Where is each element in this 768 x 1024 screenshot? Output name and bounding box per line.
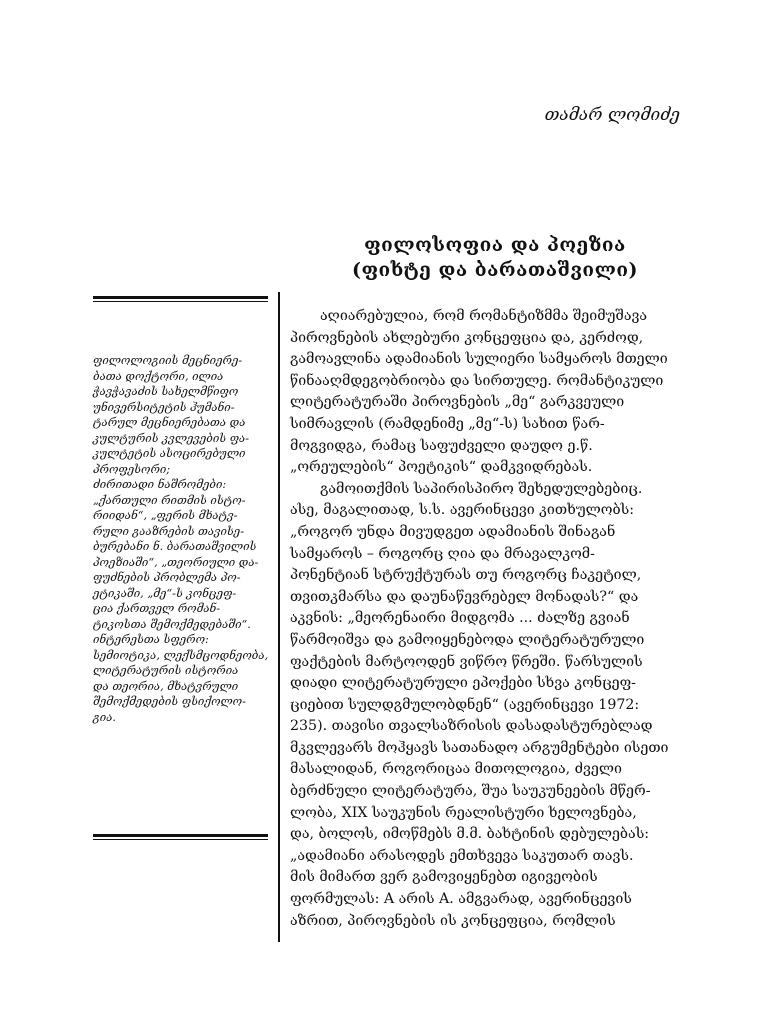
- sidebar-top-rule: [93, 296, 268, 299]
- sidebar-line: ჭავჭავაძის სახელმწიფო: [93, 385, 239, 398]
- author-name: თამარ ლომიძე: [544, 105, 680, 125]
- column-divider: [278, 292, 280, 942]
- body-line: ლიტერატურაში პიროვნების „მე“ გარკვეული: [290, 394, 625, 411]
- body-line: ლობა, XIX საუკუნის რეალისტური ხელოვნება,: [290, 804, 637, 821]
- body-line: ფორმულას: A არის A. ამგვარად, ავერინცევის: [290, 891, 632, 908]
- body-line: მის მიმართ ვერ გამოვიყენებთ იგივეობის: [290, 869, 598, 886]
- sidebar-line: სემიოტიკა, ლექსმცოდნეობა,: [93, 648, 269, 662]
- body-line: მკვლევარს მოჰყავს სათანადო არგუმენტები ისეთი: [290, 739, 669, 756]
- sidebar-line: ბურებანი ნ. ბარათაშვილის: [93, 540, 257, 553]
- sidebar-line: და თეორია, მხატვრული: [93, 679, 239, 693]
- body-line: პონენტიან სტრუქტურას თუ როგორც ჩაკეტილ,: [290, 567, 642, 584]
- body-line: ასე, მაგალითად, ს.ს. ავერინცევი კითხულობს:: [290, 502, 634, 519]
- sidebar-bottom-rule: [93, 834, 268, 837]
- sidebar-line: ტარულ მეცნიერებათა და: [93, 416, 246, 429]
- body-line: აღიარებულია, რომ რომანტიზმმა შეიმუშავა: [320, 308, 648, 324]
- body-line: ბერძნული ლიტერატურა, შუა საუკუნეების მწერ-: [290, 783, 651, 800]
- article-body: [290, 306, 700, 932]
- sidebar-line: ინტერესთა სფერო:: [93, 633, 209, 646]
- body-line: აკვნის: „მეორენაირი მიდგომა ... ძალზე გვიან: [290, 610, 630, 627]
- body-line: სამყაროს – როგორც ღია და მრავალკომ-: [290, 545, 595, 562]
- sidebar-line: უნივერსიტეტის ჰუმანი-: [93, 400, 235, 414]
- body-line: ფაქტების მარტოოდენ ვიწრო წრეში. წარსულის: [290, 653, 643, 670]
- title-line-2: (ფიხტე და ბარათაშვილი): [351, 259, 639, 281]
- sidebar-line: გია.: [93, 710, 117, 724]
- body-line: ციებით სულდგმულობდნენ“ (ავერინცევი 1972:: [290, 696, 640, 713]
- title-line-1: ფილოსოფია და პოეზია: [364, 234, 626, 256]
- body-line: დიადი ლიტერატურული ეპოქები სხვა კონცეფ-: [290, 675, 636, 692]
- sidebar-line: კულტეტის ასოცირებული: [93, 447, 246, 460]
- sidebar-line: ეტიკაში, „მე“-ს კონცეფ-: [93, 586, 237, 600]
- article-title: [290, 233, 700, 283]
- author-bio-sidebar: [93, 353, 273, 725]
- body-line: და, ბოლოს, იმოწმებს მ.მ. ბახტინის დებულებას:: [290, 826, 650, 843]
- sidebar-line: ფუძნების პრობლემა პო-: [93, 571, 241, 584]
- sidebar-line: რული გააზრების თავისე-: [93, 524, 245, 538]
- sidebar-line: რიიდან“, „ფერის მხატვ-: [93, 509, 238, 522]
- body-line: პიროვნების ახლებური კონცეფცია და, კერძოდ,: [290, 329, 644, 346]
- body-line: გამოითქმის საპირისპირო შეხედულებებიც.: [320, 480, 643, 497]
- body-line: წარმოიშვა და გამოიყენებოდა ლიტერატურული: [290, 631, 645, 648]
- body-line: მასალიდან, როგორიცაა მითოლოგია, ძველი: [290, 761, 622, 778]
- sidebar-line: ლიტერატურის ისტორია: [93, 664, 239, 677]
- body-line: „როგორ უნდა მივუდგეთ ადამიანის შინაგან: [290, 523, 616, 540]
- body-line: „ადამიანი არასოდეს ემთხვევა საკუთარ თავს.: [290, 847, 634, 864]
- body-line: გამოავლინა ადამიანის სულიერი სამყაროს მთელი: [290, 351, 668, 368]
- sidebar-line: ბათა დოქტორი, ილია: [93, 369, 224, 383]
- sidebar-line: პოეზიაში“, „თეორიული და-: [93, 555, 259, 569]
- sidebar-line: შემოქმედების ფსიქოლო-: [93, 695, 246, 708]
- body-line: წინააღმდეგობრიობა და სირთულე. რომანტიკული: [290, 372, 664, 389]
- sidebar-line: პროფესორი;: [93, 462, 171, 476]
- body-line: თვითკმარსა და დაუნაწევრებელ მონადას?“ და: [290, 588, 639, 605]
- sidebar-line: ძირითადი ნაშრომები:: [93, 478, 227, 491]
- sidebar-line: ცია ქართველ რომან-: [93, 602, 221, 615]
- sidebar-line: ფილოლოგიის მეცნიერე-: [93, 354, 243, 367]
- sidebar-line: კულტურის კვლევების ფა-: [93, 431, 250, 445]
- body-line: 235). თავისი თვალსაზრისის დასადასტურებლად: [290, 718, 653, 735]
- sidebar-line: ტიკოსთა შემოქმედებაში“.: [93, 617, 251, 631]
- body-line: სიმრავლის (რამდენიმე „მე“-ს) სახით წარ-: [290, 415, 605, 432]
- body-line: აზრით, პიროვნების ის კონცეფცია, რომლის: [290, 912, 616, 929]
- sidebar-line: „ქართული რითმის ისტო-: [93, 493, 246, 507]
- body-line: მოგვიდგა, რამაც საფუძველი დაუდო ე.წ.: [290, 437, 593, 454]
- body-line: „ორეულების“ პოეტიკის“ დამკვიდრებას.: [290, 459, 593, 476]
